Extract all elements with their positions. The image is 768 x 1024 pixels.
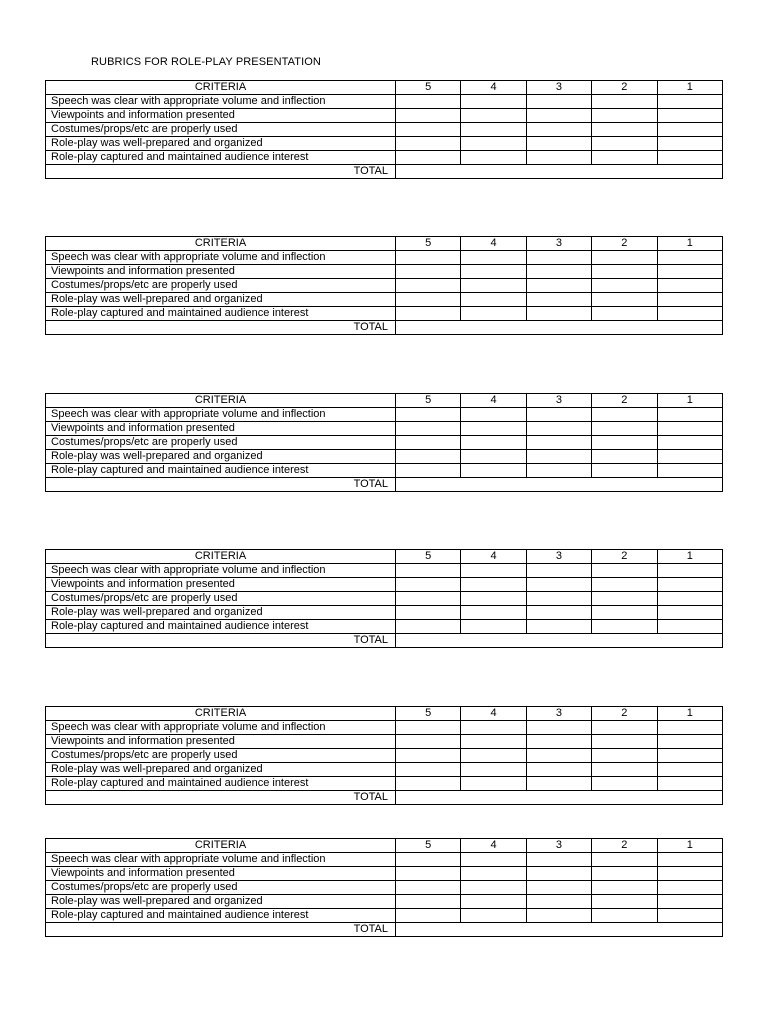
score-header: 2 <box>592 550 657 564</box>
score-cell[interactable] <box>461 749 526 763</box>
score-cell[interactable] <box>592 881 657 895</box>
score-cell[interactable] <box>657 909 722 923</box>
score-header: 2 <box>592 839 657 853</box>
total-label: TOTAL <box>46 634 396 648</box>
criteria-label: Role-play was well-prepared and organized <box>46 895 396 909</box>
total-row <box>46 634 723 648</box>
score-header: 2 <box>592 707 657 721</box>
score-cell[interactable] <box>396 564 461 578</box>
score-header: 3 <box>526 81 591 95</box>
score-cell[interactable] <box>461 777 526 791</box>
score-cell[interactable] <box>396 881 461 895</box>
criteria-label: Role-play was well-prepared and organized <box>46 606 396 620</box>
criteria-label: Role-play captured and maintained audience interest <box>46 909 396 923</box>
score-cell[interactable] <box>592 735 657 749</box>
score-header: 1 <box>657 839 722 853</box>
score-header: 5 <box>396 839 461 853</box>
score-header: 1 <box>657 237 722 251</box>
criteria-row <box>46 606 723 620</box>
score-cell[interactable] <box>657 95 722 109</box>
score-cell[interactable] <box>461 109 526 123</box>
criteria-label: Role-play captured and maintained audience interest <box>46 307 396 321</box>
score-cell[interactable] <box>526 137 591 151</box>
score-cell[interactable] <box>461 564 526 578</box>
score-header: 2 <box>592 394 657 408</box>
score-cell[interactable] <box>396 867 461 881</box>
criteria-label: Role-play captured and maintained audience interest <box>46 464 396 478</box>
criteria-header: CRITERIA <box>46 707 396 721</box>
score-header: 1 <box>657 550 722 564</box>
score-cell[interactable] <box>461 464 526 478</box>
score-cell[interactable] <box>592 123 657 137</box>
score-cell[interactable] <box>396 749 461 763</box>
score-cell[interactable] <box>396 909 461 923</box>
score-cell[interactable] <box>657 735 722 749</box>
rubric-table <box>45 838 723 937</box>
total-label: TOTAL <box>46 321 396 335</box>
score-cell[interactable] <box>526 265 591 279</box>
score-cell[interactable] <box>461 307 526 321</box>
score-header: 4 <box>461 81 526 95</box>
criteria-row <box>46 422 723 436</box>
criteria-label: Costumes/props/etc are properly used <box>46 881 396 895</box>
score-cell[interactable] <box>592 293 657 307</box>
score-cell[interactable] <box>396 265 461 279</box>
criteria-label: Costumes/props/etc are properly used <box>46 592 396 606</box>
criteria-label: Speech was clear with appropriate volume and inflection <box>46 721 396 735</box>
criteria-row <box>46 881 723 895</box>
criteria-label: Speech was clear with appropriate volume and inflection <box>46 564 396 578</box>
score-header: 4 <box>461 550 526 564</box>
score-cell[interactable] <box>657 109 722 123</box>
score-cell[interactable] <box>461 735 526 749</box>
criteria-row <box>46 95 723 109</box>
score-cell[interactable] <box>657 564 722 578</box>
score-cell[interactable] <box>592 620 657 634</box>
score-cell[interactable] <box>526 895 591 909</box>
score-cell[interactable] <box>592 606 657 620</box>
score-cell[interactable] <box>396 592 461 606</box>
score-cell[interactable] <box>592 777 657 791</box>
total-label: TOTAL <box>46 923 396 937</box>
score-cell[interactable] <box>396 606 461 620</box>
criteria-label: Viewpoints and information presented <box>46 578 396 592</box>
score-cell[interactable] <box>461 867 526 881</box>
score-header: 2 <box>592 237 657 251</box>
score-header: 5 <box>396 81 461 95</box>
criteria-row <box>46 109 723 123</box>
score-cell[interactable] <box>657 620 722 634</box>
criteria-row <box>46 265 723 279</box>
score-cell[interactable] <box>657 137 722 151</box>
total-row <box>46 321 723 335</box>
score-cell[interactable] <box>461 853 526 867</box>
score-cell[interactable] <box>657 895 722 909</box>
criteria-label: Role-play captured and maintained audience interest <box>46 151 396 165</box>
score-cell[interactable] <box>461 279 526 293</box>
score-header: 2 <box>592 81 657 95</box>
rubric-table <box>45 393 723 492</box>
score-cell[interactable] <box>657 450 722 464</box>
rubric-table <box>45 706 723 805</box>
score-cell[interactable] <box>526 450 591 464</box>
score-cell[interactable] <box>657 464 722 478</box>
score-cell[interactable] <box>461 408 526 422</box>
criteria-row <box>46 151 723 165</box>
score-cell[interactable] <box>657 251 722 265</box>
score-cell[interactable] <box>592 422 657 436</box>
score-cell[interactable] <box>592 436 657 450</box>
score-header: 4 <box>461 707 526 721</box>
criteria-row <box>46 464 723 478</box>
score-cell[interactable] <box>461 895 526 909</box>
score-cell[interactable] <box>461 123 526 137</box>
criteria-header: CRITERIA <box>46 550 396 564</box>
score-cell[interactable] <box>592 749 657 763</box>
score-cell[interactable] <box>396 620 461 634</box>
score-cell[interactable] <box>592 853 657 867</box>
score-cell[interactable] <box>592 251 657 265</box>
score-cell[interactable] <box>592 109 657 123</box>
criteria-row <box>46 592 723 606</box>
score-cell[interactable] <box>396 721 461 735</box>
score-header: 3 <box>526 550 591 564</box>
score-cell[interactable] <box>396 95 461 109</box>
criteria-label: Speech was clear with appropriate volume and inflection <box>46 251 396 265</box>
score-cell[interactable] <box>526 867 591 881</box>
score-cell[interactable] <box>657 749 722 763</box>
criteria-label: Costumes/props/etc are properly used <box>46 436 396 450</box>
score-cell[interactable] <box>461 578 526 592</box>
criteria-row <box>46 408 723 422</box>
score-header: 3 <box>526 394 591 408</box>
criteria-row <box>46 777 723 791</box>
score-cell[interactable] <box>396 251 461 265</box>
score-header: 1 <box>657 707 722 721</box>
total-value-cell[interactable] <box>396 791 723 805</box>
total-value-cell[interactable] <box>396 321 723 335</box>
score-cell[interactable] <box>396 109 461 123</box>
score-cell[interactable] <box>461 881 526 895</box>
criteria-label: Costumes/props/etc are properly used <box>46 749 396 763</box>
score-cell[interactable] <box>461 422 526 436</box>
criteria-row <box>46 867 723 881</box>
criteria-label: Role-play was well-prepared and organized <box>46 450 396 464</box>
score-cell[interactable] <box>396 735 461 749</box>
score-cell[interactable] <box>526 578 591 592</box>
total-row <box>46 923 723 937</box>
score-cell[interactable] <box>526 123 591 137</box>
total-value-cell[interactable] <box>396 923 723 937</box>
score-header: 1 <box>657 394 722 408</box>
score-cell[interactable] <box>526 279 591 293</box>
criteria-row <box>46 749 723 763</box>
total-value-cell[interactable] <box>396 478 723 492</box>
score-cell[interactable] <box>526 464 591 478</box>
criteria-row <box>46 293 723 307</box>
score-cell[interactable] <box>461 251 526 265</box>
score-cell[interactable] <box>526 592 591 606</box>
rubric-header-row <box>46 550 723 564</box>
criteria-row <box>46 450 723 464</box>
score-cell[interactable] <box>592 450 657 464</box>
score-cell[interactable] <box>461 151 526 165</box>
score-cell[interactable] <box>592 867 657 881</box>
score-cell[interactable] <box>396 464 461 478</box>
criteria-row <box>46 578 723 592</box>
score-cell[interactable] <box>526 151 591 165</box>
rubric-table <box>45 549 723 648</box>
score-cell[interactable] <box>657 578 722 592</box>
score-cell[interactable] <box>592 307 657 321</box>
criteria-label: Role-play was well-prepared and organized <box>46 763 396 777</box>
criteria-label: Role-play captured and maintained audience interest <box>46 620 396 634</box>
criteria-row <box>46 279 723 293</box>
criteria-label: Role-play captured and maintained audience interest <box>46 777 396 791</box>
total-row <box>46 791 723 805</box>
score-cell[interactable] <box>526 777 591 791</box>
score-cell[interactable] <box>526 95 591 109</box>
score-cell[interactable] <box>396 293 461 307</box>
score-cell[interactable] <box>461 592 526 606</box>
score-cell[interactable] <box>396 578 461 592</box>
score-cell[interactable] <box>526 436 591 450</box>
score-cell[interactable] <box>461 95 526 109</box>
score-cell[interactable] <box>592 408 657 422</box>
score-cell[interactable] <box>526 853 591 867</box>
score-cell[interactable] <box>657 307 722 321</box>
criteria-row <box>46 853 723 867</box>
score-cell[interactable] <box>657 853 722 867</box>
score-cell[interactable] <box>526 109 591 123</box>
score-cell[interactable] <box>396 436 461 450</box>
score-cell[interactable] <box>396 422 461 436</box>
criteria-label: Viewpoints and information presented <box>46 265 396 279</box>
score-header: 4 <box>461 237 526 251</box>
score-cell[interactable] <box>396 408 461 422</box>
score-cell[interactable] <box>526 408 591 422</box>
score-cell[interactable] <box>396 137 461 151</box>
total-row <box>46 165 723 179</box>
score-header: 5 <box>396 550 461 564</box>
score-cell[interactable] <box>592 895 657 909</box>
criteria-row <box>46 735 723 749</box>
score-cell[interactable] <box>657 592 722 606</box>
criteria-label: Role-play was well-prepared and organized <box>46 293 396 307</box>
score-cell[interactable] <box>526 763 591 777</box>
score-cell[interactable] <box>592 464 657 478</box>
score-cell[interactable] <box>526 620 591 634</box>
score-cell[interactable] <box>396 895 461 909</box>
criteria-label: Costumes/props/etc are properly used <box>46 123 396 137</box>
score-cell[interactable] <box>461 137 526 151</box>
criteria-header: CRITERIA <box>46 237 396 251</box>
criteria-row <box>46 123 723 137</box>
total-row <box>46 478 723 492</box>
criteria-label: Viewpoints and information presented <box>46 735 396 749</box>
score-cell[interactable] <box>526 735 591 749</box>
criteria-label: Role-play was well-prepared and organized <box>46 137 396 151</box>
score-cell[interactable] <box>526 307 591 321</box>
criteria-row <box>46 620 723 634</box>
criteria-header: CRITERIA <box>46 394 396 408</box>
rubric-header-row <box>46 394 723 408</box>
total-label: TOTAL <box>46 791 396 805</box>
score-cell[interactable] <box>526 606 591 620</box>
score-cell[interactable] <box>657 721 722 735</box>
score-cell[interactable] <box>526 881 591 895</box>
score-cell[interactable] <box>396 123 461 137</box>
score-cell[interactable] <box>657 265 722 279</box>
score-header: 5 <box>396 394 461 408</box>
score-cell[interactable] <box>526 422 591 436</box>
rubric-header-row <box>46 237 723 251</box>
score-cell[interactable] <box>657 777 722 791</box>
score-cell[interactable] <box>657 279 722 293</box>
rubric-header-row <box>46 707 723 721</box>
score-cell[interactable] <box>526 909 591 923</box>
criteria-label: Speech was clear with appropriate volume and inflection <box>46 95 396 109</box>
score-cell[interactable] <box>461 606 526 620</box>
score-header: 5 <box>396 237 461 251</box>
score-header: 3 <box>526 237 591 251</box>
criteria-row <box>46 909 723 923</box>
score-cell[interactable] <box>592 564 657 578</box>
score-cell[interactable] <box>461 763 526 777</box>
score-header: 5 <box>396 707 461 721</box>
score-cell[interactable] <box>657 151 722 165</box>
score-cell[interactable] <box>657 881 722 895</box>
score-cell[interactable] <box>396 853 461 867</box>
score-cell[interactable] <box>592 137 657 151</box>
score-cell[interactable] <box>526 564 591 578</box>
score-cell[interactable] <box>657 763 722 777</box>
rubric-table <box>45 236 723 335</box>
criteria-header: CRITERIA <box>46 839 396 853</box>
score-cell[interactable] <box>526 749 591 763</box>
score-header: 3 <box>526 707 591 721</box>
score-cell[interactable] <box>657 606 722 620</box>
score-cell[interactable] <box>396 763 461 777</box>
criteria-header: CRITERIA <box>46 81 396 95</box>
criteria-label: Viewpoints and information presented <box>46 422 396 436</box>
score-cell[interactable] <box>592 763 657 777</box>
rubric-header-row <box>46 839 723 853</box>
criteria-label: Speech was clear with appropriate volume and inflection <box>46 408 396 422</box>
score-cell[interactable] <box>592 95 657 109</box>
rubric-table <box>45 80 723 179</box>
criteria-label: Costumes/props/etc are properly used <box>46 279 396 293</box>
score-cell[interactable] <box>461 909 526 923</box>
score-cell[interactable] <box>461 265 526 279</box>
score-cell[interactable] <box>396 777 461 791</box>
score-cell[interactable] <box>396 307 461 321</box>
score-cell[interactable] <box>592 265 657 279</box>
score-cell[interactable] <box>592 578 657 592</box>
score-cell[interactable] <box>657 422 722 436</box>
criteria-row <box>46 436 723 450</box>
score-cell[interactable] <box>592 909 657 923</box>
criteria-row <box>46 721 723 735</box>
score-cell[interactable] <box>657 408 722 422</box>
score-cell[interactable] <box>592 592 657 606</box>
criteria-row <box>46 564 723 578</box>
score-cell[interactable] <box>657 867 722 881</box>
score-cell[interactable] <box>461 450 526 464</box>
criteria-row <box>46 137 723 151</box>
criteria-label: Viewpoints and information presented <box>46 867 396 881</box>
score-cell[interactable] <box>461 721 526 735</box>
score-cell[interactable] <box>396 279 461 293</box>
score-cell[interactable] <box>657 293 722 307</box>
score-cell[interactable] <box>396 450 461 464</box>
score-cell[interactable] <box>461 436 526 450</box>
score-cell[interactable] <box>592 151 657 165</box>
score-cell[interactable] <box>657 436 722 450</box>
score-cell[interactable] <box>592 279 657 293</box>
score-cell[interactable] <box>526 721 591 735</box>
criteria-row <box>46 763 723 777</box>
score-cell[interactable] <box>526 251 591 265</box>
score-cell[interactable] <box>592 721 657 735</box>
total-label: TOTAL <box>46 478 396 492</box>
total-label: TOTAL <box>46 165 396 179</box>
total-value-cell[interactable] <box>396 634 723 648</box>
criteria-row <box>46 895 723 909</box>
criteria-row <box>46 307 723 321</box>
total-value-cell[interactable] <box>396 165 723 179</box>
document-title: RUBRICS FOR ROLE-PLAY PRESENTATION <box>91 56 321 68</box>
criteria-label: Speech was clear with appropriate volume and inflection <box>46 853 396 867</box>
rubric-header-row <box>46 81 723 95</box>
criteria-label: Viewpoints and information presented <box>46 109 396 123</box>
criteria-row <box>46 251 723 265</box>
score-header: 3 <box>526 839 591 853</box>
score-header: 4 <box>461 394 526 408</box>
score-cell[interactable] <box>396 151 461 165</box>
score-cell[interactable] <box>526 293 591 307</box>
score-header: 4 <box>461 839 526 853</box>
score-header: 1 <box>657 81 722 95</box>
score-cell[interactable] <box>461 293 526 307</box>
score-cell[interactable] <box>657 123 722 137</box>
score-cell[interactable] <box>461 620 526 634</box>
